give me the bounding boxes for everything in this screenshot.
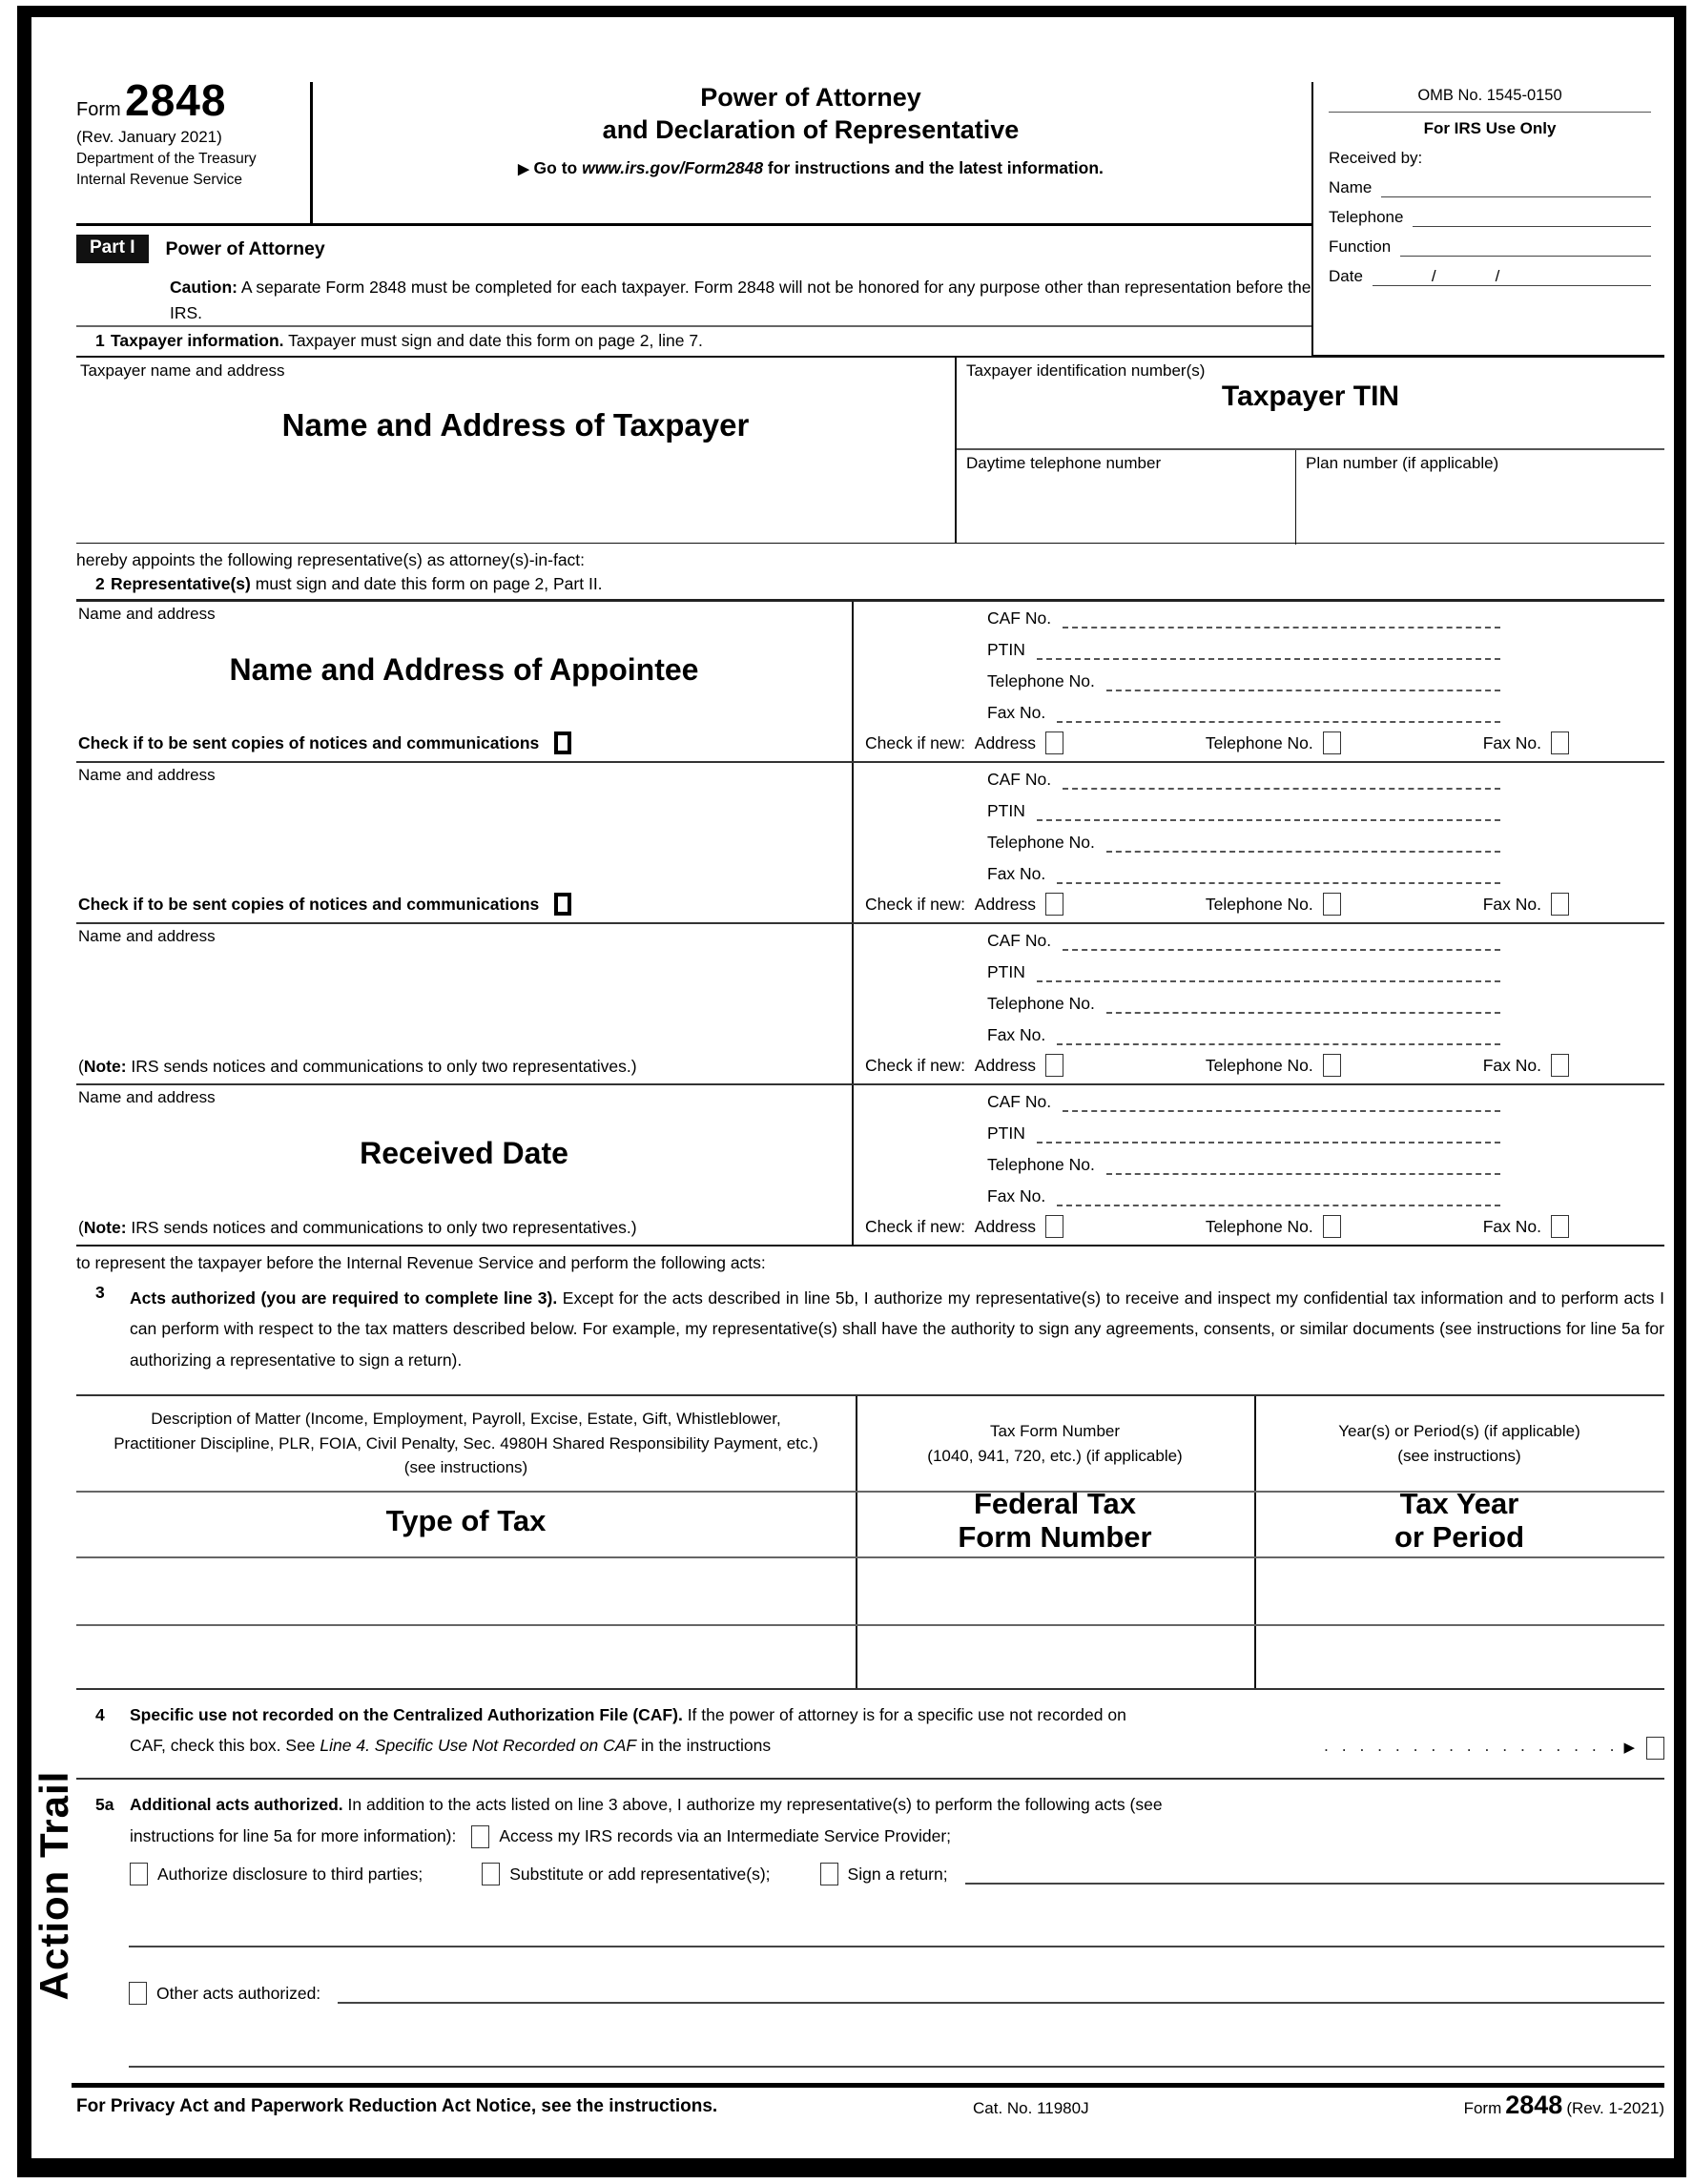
row2-period-cell[interactable] [1254,1558,1664,1624]
taxpayer-name-address-value[interactable]: Name and Address of Taxpayer [281,407,750,443]
copies-checkbox[interactable] [554,893,571,916]
footer-rule [72,2083,1664,2088]
check-if-new-label: Check if new: [865,732,966,752]
represent-taxpayer-line: to represent the taxpayer before the Internal Revenue Service and perform the following acts: [76,1253,766,1272]
caution-text: A separate Form 2848 must be completed for each taxpayer. Form 2848 will not be honored for any purpose other than representation before the IRS. [170,278,1311,323]
irs-url: www.irs.gov/Form2848 [582,157,764,177]
line5a-text2: instructions for line 5a for more information): [130,1826,457,1846]
other-acts-label: Other acts authorized: [156,1983,321,2003]
rep2-numbers-cell [854,763,1664,922]
col-header-description: Description of Matter (Income, Employment, Payroll, Excise, Estate, Gift, Whistleblower, Practitioner Discipline, PLR, FOIA, Civil Penalty, Sec. 4980H Shared Responsibility Payment, etc.) (see instructions) [114,1410,818,1477]
form-word: Form [76,99,121,120]
note-rest: IRS sends notices and communications to only two representatives.) [126,1057,637,1076]
rep1-numbers-cell [854,602,1664,761]
form-revision: (Rev. January 2021) [76,128,222,146]
new-fax-checkbox[interactable] [1551,1054,1569,1077]
other-acts-field[interactable] [338,1983,1664,2004]
ptin-field[interactable] [1037,961,1500,982]
rep-name-address-label: Name and address [78,605,216,623]
new-telephone-checkbox[interactable] [1323,1054,1341,1077]
fax-field[interactable] [1057,1024,1500,1045]
footer-form-number: 2848 [1505,2091,1563,2119]
ptin-field[interactable] [1037,639,1500,660]
row2-description-cell[interactable] [76,1558,856,1624]
telephone-field[interactable] [1106,993,1500,1014]
new-telephone-label: Telephone No. [1205,1055,1313,1075]
taxpayer-name-address-cell[interactable] [76,358,955,543]
irs-telephone-label: Telephone [1329,208,1404,226]
representative-block-4 [76,1085,1664,1247]
row1-description-value[interactable]: Type of Tax [385,1504,547,1537]
rep3-note-row [78,1057,637,1077]
line3-text: Except for the acts described in line 5b, I authorize my representative(s) to receive and inspect my confidential tax information and to perform acts I can perform with respect to the tax matters described below. For example, my representative(s) shall have the authority to sign any agreements, consents, or similar documents (see instructions for line 5a for authorizing a representative to sign a return). [130,1288,1665,1370]
caution-label: Caution: [170,278,237,297]
part1-badge: Part I [76,235,149,263]
col-header-form-number: Tax Form Number (1040, 941, 720, etc.) (if applicable) [927,1422,1183,1465]
line4-specific-use [95,1700,1664,1762]
rep4-name-address-value[interactable]: Received Date [360,1136,568,1170]
new-telephone-label: Telephone No. [1205,732,1313,752]
rep4-note-row [78,1218,637,1238]
new-telephone-label: Telephone No. [1205,894,1313,914]
irs-date-label: Date [1329,267,1363,285]
authorize-disclosure-label: Authorize disclosure to third parties; [157,1864,423,1884]
ptin-field[interactable] [1037,800,1500,821]
daytime-phone-cell[interactable] [957,450,1296,545]
service-label: Internal Revenue Service [76,172,243,189]
line3-number: 3 [95,1283,105,1302]
tax-matters-table [76,1394,1664,1690]
note-text: (Note: IRS sends notices and communications to only two representatives.) [78,1218,637,1237]
fax-field[interactable] [1057,702,1500,723]
part1-heading: Power of Attorney [165,237,325,259]
goto-suffix: for instructions and the latest information. [763,157,1104,177]
telephone-field[interactable] [1106,832,1500,853]
caf-field[interactable] [1063,769,1500,790]
note-bold: Note: [83,1218,127,1237]
note-text: (Note: IRS sends notices and communications to only two representatives.) [78,1057,637,1076]
caf-field[interactable] [1063,1091,1500,1112]
daytime-phone-label: Daytime telephone number [966,454,1162,472]
line5a-number: 5a [95,1795,114,1814]
new-fax-checkbox[interactable] [1551,1215,1569,1238]
new-address-label: Address [974,894,1036,914]
fax-label: Fax No. [987,864,1046,883]
footer-form-word: Form [1463,2099,1502,2117]
telephone-label: Telephone No. [987,671,1095,690]
goto-arrow-icon: ▶ [518,160,529,177]
note-bold: Note: [83,1057,127,1076]
new-telephone-checkbox[interactable] [1323,893,1341,916]
hereby-appoints-line: hereby appoints the following representative(s) as attorney(s)-in-fact: [76,550,586,569]
rep-name-address-label: Name and address [78,927,216,945]
new-address-checkbox[interactable] [1045,1054,1063,1077]
row1-form-number-value[interactable]: Federal Tax Form Number [958,1487,1152,1554]
line3-acts-authorized [95,1283,1664,1375]
substitute-representative-checkbox[interactable] [482,1863,500,1885]
rep-name-address-label: Name and address [78,766,216,784]
blank-write-in-line[interactable] [129,1946,1664,1947]
header-divider [310,82,313,223]
ptin-label: PTIN [987,801,1025,820]
dot-leaders: . . . . . . . . . . . . . . . . . [1324,1736,1615,1756]
representative-block-2 [76,763,1664,924]
access-records-label: Access my IRS records via an Intermediate Service Provider; [499,1826,952,1846]
other-acts-checkbox[interactable] [129,1982,147,2005]
new-address-label: Address [974,1216,1036,1236]
sign-return-label: Sign a return; [847,1864,948,1884]
ptin-field[interactable] [1037,1123,1500,1144]
fax-field[interactable] [1057,1185,1500,1206]
col-header-period: Year(s) or Period(s) (if applicable) (see instructions) [1338,1422,1580,1465]
ptin-label: PTIN [987,962,1025,981]
row3-period-cell[interactable] [1254,1626,1664,1692]
part1-header [76,235,1311,263]
row3-form-number-cell[interactable] [856,1626,1254,1692]
form-title-block [315,82,1307,178]
line2-text: must sign and date this form on page 2, Part II. [250,574,603,593]
privacy-act-notice: For Privacy Act and Paperwork Reduction Act Notice, see the instructions. [76,2096,718,2116]
department-label: Department of the Treasury [76,151,257,167]
authorize-disclosure-checkbox[interactable] [130,1863,148,1885]
line2-heading [76,574,1311,594]
check-if-new-label: Check if new: [865,894,966,914]
row2-form-number-cell[interactable] [856,1558,1254,1624]
received-by-label: Received by: [1329,149,1423,167]
rep3-numbers-cell [854,924,1664,1083]
header-rule [76,223,1311,226]
fax-label: Fax No. [987,1025,1046,1044]
sign-return-checkbox[interactable] [820,1863,838,1885]
telephone-field[interactable] [1106,670,1500,691]
caf-label: CAF No. [987,1092,1052,1111]
plan-number-cell[interactable] [1296,450,1664,545]
line2-number: 2 [95,574,105,593]
rep1-name-address-value[interactable]: Name and Address of Appointee [229,652,699,687]
check-if-new-label: Check if new: [865,1055,966,1075]
new-address-label: Address [974,1055,1036,1075]
fax-label: Fax No. [987,1186,1046,1205]
check-copies-label: Check if to be sent copies of notices and communications [78,894,540,914]
line5a-text1: In addition to the acts listed on line 3 above, I authorize my representative(s) to perform the following acts (see [342,1795,1163,1814]
line1-bold: Taxpayer information. [111,331,284,350]
form-identity-block [76,74,310,190]
new-address-checkbox[interactable] [1045,893,1063,916]
row3-description-cell[interactable] [76,1626,856,1692]
line3-bold: Acts authorized (you are required to complete line 3). [130,1288,558,1308]
goto-prefix: Go to [533,157,583,177]
ptin-label: PTIN [987,640,1025,659]
new-fax-label: Fax No. [1482,1055,1541,1075]
rep-name-address-label: Name and address [78,1088,216,1106]
caution-paragraph [170,275,1314,326]
telephone-label: Telephone No. [987,1155,1095,1174]
page-title-line2: and Declaration of Representative [602,114,1020,144]
new-address-checkbox[interactable] [1045,1215,1063,1238]
taxpayer-tin-label: Taxpayer identification number(s) [966,361,1206,380]
rep3-check-if-new-row [865,1054,1569,1077]
taxpayer-name-address-label: Taxpayer name and address [80,361,285,380]
footer-revision: (Rev. 1-2021) [1566,2099,1664,2117]
line4-text2-pre: CAF, check this box. See [130,1736,320,1756]
substitute-representative-label: Substitute or add representative(s); [509,1864,771,1884]
note-rest: IRS sends notices and communications to only two representatives.) [126,1218,637,1237]
taxpayer-info-block [76,356,1664,544]
taxpayer-tin-value[interactable]: Taxpayer TIN [1221,381,1400,412]
omb-number: OMB No. 1545-0150 [1329,84,1651,113]
new-telephone-label: Telephone No. [1205,1216,1313,1236]
fax-label: Fax No. [987,703,1046,722]
representatives-section [76,602,1664,1247]
caf-label: CAF No. [987,770,1052,789]
new-address-checkbox[interactable] [1045,731,1063,754]
new-address-label: Address [974,732,1036,752]
ptin-label: PTIN [987,1123,1025,1143]
row1-period-value[interactable]: Tax Year or Period [1394,1487,1525,1554]
line4-bold: Specific use not recorded on the Centralized Authorization File (CAF). [130,1705,683,1724]
irs-function-label: Function [1329,237,1392,256]
form-number: 2848 [125,75,227,125]
rep4-numbers-cell [854,1085,1664,1245]
catalog-number: Cat. No. 11980J [973,2099,1089,2117]
line4-text1: If the power of attorney is for a specific use not recorded on [682,1705,1126,1724]
new-telephone-checkbox[interactable] [1323,731,1341,754]
rep2-check-if-new-row [865,893,1569,916]
blank-write-in-line[interactable] [129,2066,1664,2068]
irs-use-only-box [1311,82,1664,357]
check-copies-label: Check if to be sent copies of notices and communications [78,732,540,752]
representative-block-3 [76,924,1664,1085]
page-title-line1: Power of Attorney [700,83,921,112]
irs-name-label: Name [1329,178,1373,196]
other-acts-row [129,1982,1664,2005]
representative-block-1 [76,602,1664,763]
sign-return-field[interactable] [965,1864,1664,1885]
caf-field[interactable] [1063,608,1500,628]
rep4-check-if-new-row [865,1215,1569,1238]
line4-checkbox[interactable] [1646,1737,1664,1760]
date-slash: / [1495,267,1500,285]
new-fax-checkbox[interactable] [1551,893,1569,916]
line5a-additional-acts [95,1789,1664,1890]
caf-field[interactable] [1063,930,1500,951]
plan-number-label: Plan number (if applicable) [1306,454,1499,472]
date-slash: / [1431,267,1436,285]
new-telephone-checkbox[interactable] [1323,1215,1341,1238]
check-if-new-label: Check if new: [865,1216,966,1236]
line2-bold: Representative(s) [111,574,251,593]
line1-number: 1 [95,331,105,350]
irs-use-only-title: For IRS Use Only [1423,119,1557,137]
new-fax-label: Fax No. [1482,894,1541,914]
caf-label: CAF No. [987,931,1052,950]
irs-name-field[interactable] [1381,178,1651,197]
irs-telephone-field[interactable] [1413,208,1651,227]
taxpayer-tin-cell[interactable] [957,358,1664,450]
line4-text2-post: in the instructions [636,1736,772,1756]
rep1-copies-row [78,731,571,754]
rep1-check-if-new-row [865,731,1569,754]
fax-field[interactable] [1057,863,1500,884]
caf-label: CAF No. [987,608,1052,628]
line1-heading [76,331,1311,351]
new-fax-label: Fax No. [1482,1216,1541,1236]
line4-italic: Line 4. Specific Use Not Recorded on CAF [320,1736,637,1756]
irs-date-field[interactable] [1373,267,1651,286]
new-fax-label: Fax No. [1482,732,1541,752]
copies-checkbox[interactable] [554,731,571,754]
line5a-bold: Additional acts authorized. [130,1795,343,1814]
taxpayer-numbers-cell [957,358,1664,543]
rep2-copies-row [78,893,571,916]
footer-form-id [1464,2091,1664,2120]
rule [76,325,1311,327]
telephone-label: Telephone No. [987,833,1095,852]
action-trail-stamp: Action Trail [31,1770,76,2001]
new-fax-checkbox[interactable] [1551,731,1569,754]
line1-text: Taxpayer must sign and date this form on page 2, line 7. [283,331,703,350]
irs-function-field[interactable] [1400,237,1651,257]
rule [76,1778,1664,1780]
access-records-checkbox[interactable] [471,1825,489,1848]
line4-number: 4 [95,1705,105,1724]
pointer-arrow-icon: ▶ [1623,1740,1635,1756]
telephone-field[interactable] [1106,1154,1500,1175]
telephone-label: Telephone No. [987,994,1095,1013]
